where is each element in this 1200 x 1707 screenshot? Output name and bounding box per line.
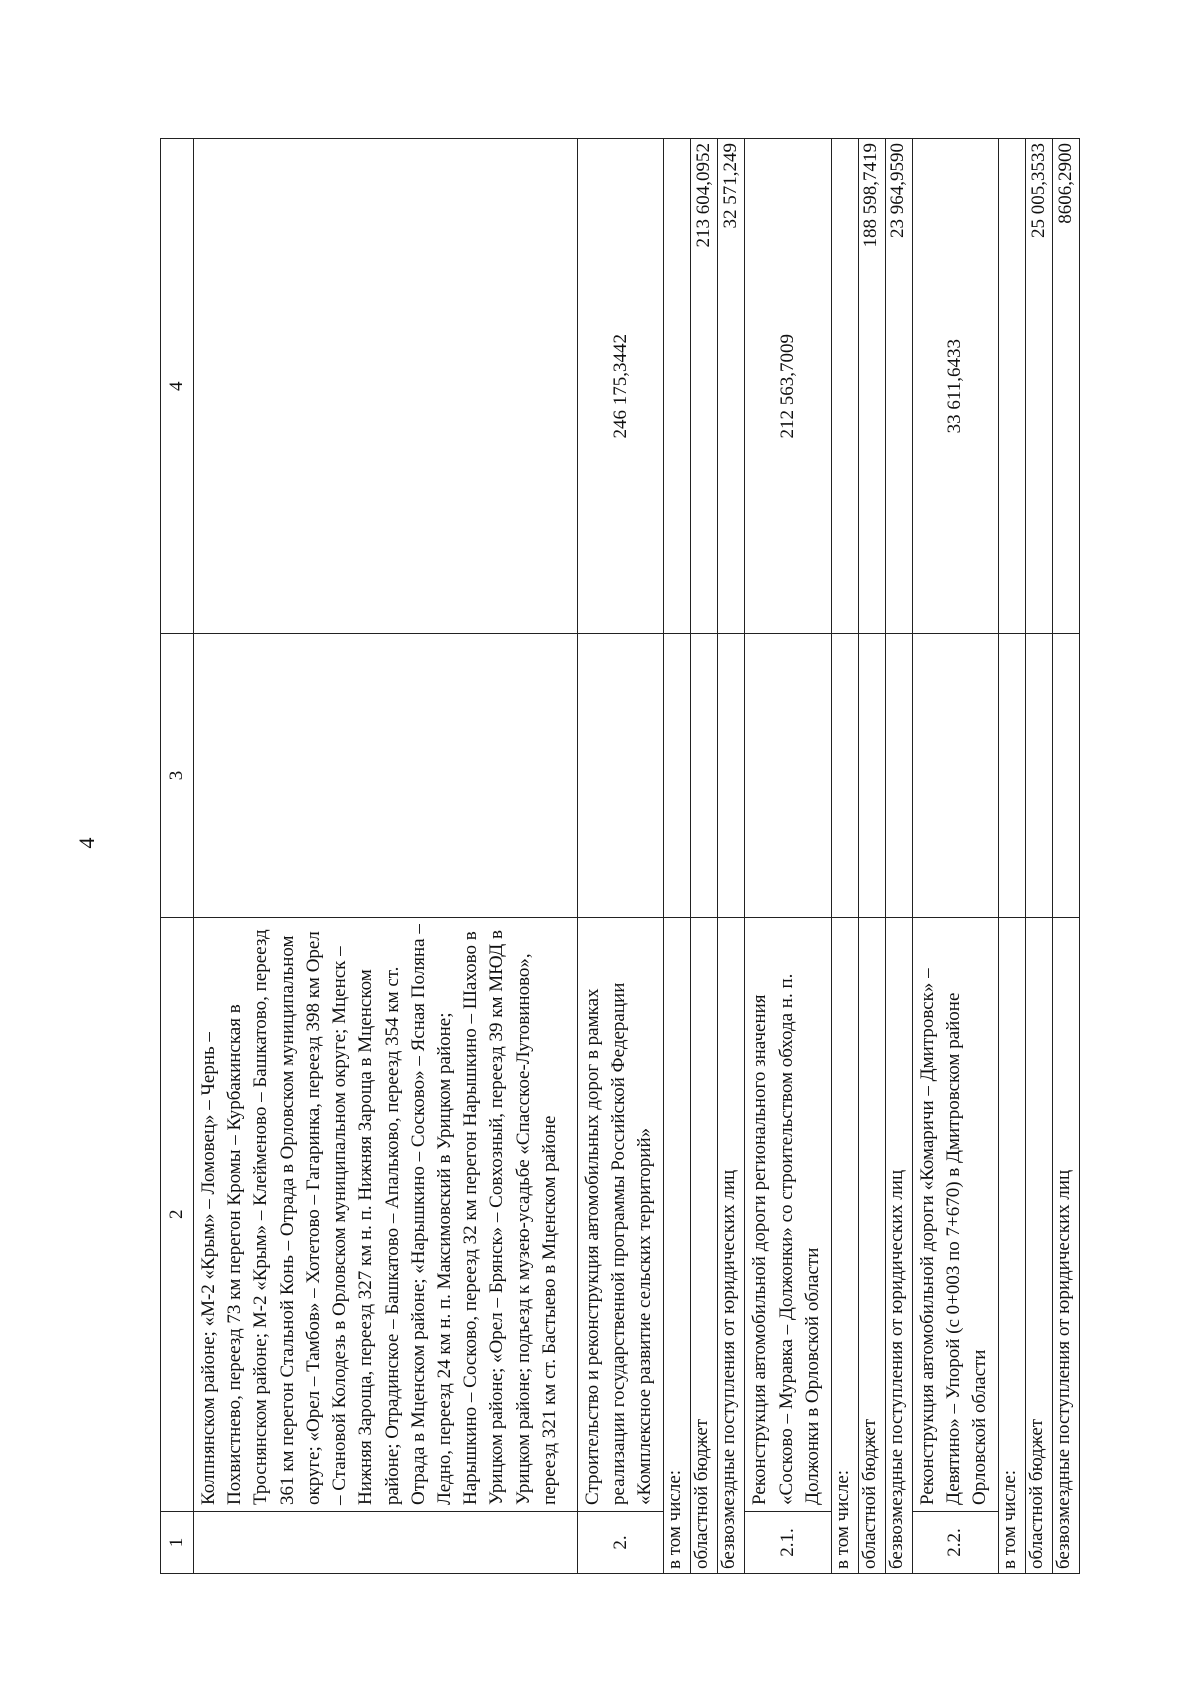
row-2-incl-label: в том числе: <box>664 917 691 1573</box>
row-2-1-incl-label: в том числе: <box>831 917 858 1573</box>
header-col-4: 4 <box>161 139 194 634</box>
row-2-regional-amount: 213 604,0952 <box>691 139 718 634</box>
row-2-1-text: Реконструкция автомобильной дороги регионального значения «Сосково – Муравка – Должонки» со строительством обхода н. п. Должонки в Орловской области <box>745 917 831 1511</box>
row-2-regional-col3 <box>691 634 718 917</box>
row-2-2-gratuitous <box>1053 139 1080 1574</box>
row-2-gratuitous-label: безвозмездные поступления от юридических лиц <box>718 917 745 1573</box>
row-2-1-regional-amount: 188 598,7419 <box>858 139 885 634</box>
row-2-1-incl <box>831 139 858 1574</box>
row-2-incl <box>664 139 691 1574</box>
row-2-2-incl-col4 <box>999 139 1026 634</box>
row-2-amount: 246 175,3442 <box>577 139 663 634</box>
row-2-gratuitous <box>718 139 745 1574</box>
row-2-2-regional <box>1026 139 1053 1574</box>
row-2-2-amount: 33 611,6433 <box>912 139 998 634</box>
row-2-2-gratuitous-col3 <box>1053 634 1080 917</box>
continuation-row <box>194 139 578 1574</box>
row-2-2-col3 <box>912 634 998 917</box>
page-number: 4 <box>74 837 99 849</box>
row-2-1-gratuitous <box>885 139 912 1574</box>
continuation-text: Колпнянском районе; «М-2 «Крым» – Ломовец» – Чернь – Похвистнево, переезд 73 км перегон Кромы – Курбакинская в Троснянском районе; М-2 «Крым» – Клейменово – Башкатово, переезд 361 км перегон Стальной Конь – Отрада в Орловском муниципальном округе; «Орел – Тамбов» – Хотетово – Гагаринка, переезд 398 км Орел – Становой Колодезь в Орловском муниципальном округе; Мценск – Нижняя Зароща, переезд 327 км н. п. Нижняя Зароща в Мценском районе; Отрадинское – Башкатово – Апальково, переезд 354 км ст. Отрада в Мценском районе; «Нарышкино – Сосково» – Ясная Поляна – Ледно, переезд 24 км н. п. Максимовский в Урицком районе; Нарышкино – Сосково, переезд 32 км перегон Нарышкино – Шахово в Урицком районе; «Орел – Брянск» – Совхозный, переезд 39 км МЮД в Урицком районе; подъезд к музею-усадьбе «Спасское-Лутовиново», переезд 321 км ст. Бастыево в Мценском районе <box>194 917 578 1511</box>
row-2-2-gratuitous-amount: 8606,2900 <box>1053 139 1080 634</box>
row-2-2-incl-col3 <box>999 634 1026 917</box>
row-2-regional <box>691 139 718 1574</box>
row-2-2-num: 2.2. <box>912 1511 998 1573</box>
header-row <box>161 139 194 1574</box>
row-2-col3 <box>577 634 663 917</box>
row-2-text: Строительство и реконструкция автомобильных дорог в рамках реализации государственной программы Российской Федерации «Комплексное развитие сельских территорий» <box>577 917 663 1511</box>
row-2-1-regional-label: областной бюджет <box>858 917 885 1573</box>
row-2-1-gratuitous-col3 <box>885 634 912 917</box>
row-2-gratuitous-amount: 32 571,249 <box>718 139 745 634</box>
row-2-1-regional-col3 <box>858 634 885 917</box>
row-2-2-regional-col3 <box>1026 634 1053 917</box>
continuation-col3 <box>194 634 578 917</box>
row-2-1-col3 <box>745 634 831 917</box>
row-2-gratuitous-col3 <box>718 634 745 917</box>
row-2-1-gratuitous-amount: 23 964,9590 <box>885 139 912 634</box>
financing-table <box>160 138 1080 1574</box>
row-2-1-incl-col3 <box>831 634 858 917</box>
row-2-incl-col3 <box>664 634 691 917</box>
rotated-table-page <box>160 138 1080 1574</box>
row-2-2-incl-label: в том числе: <box>999 917 1026 1573</box>
row-2-2-incl <box>999 139 1026 1574</box>
continuation-amount <box>194 139 578 634</box>
row-2-1-incl-col4 <box>831 139 858 634</box>
row-2 <box>577 139 663 1574</box>
row-2-2-gratuitous-label: безвозмездные поступления от юридических лиц <box>1053 917 1080 1573</box>
row-2-2-regional-amount: 25 005,3533 <box>1026 139 1053 634</box>
row-2-2-text: Реконструкция автомобильной дороги «Комаричи – Дмитровск» – Девятино» – Упорой (с 0+003 по 7+670) в Дмитровском районе Орловской области <box>912 917 998 1511</box>
row-2-num: 2. <box>577 1511 663 1573</box>
continuation-num <box>194 1511 578 1573</box>
row-2-1-regional <box>858 139 885 1574</box>
header-col-3: 3 <box>161 634 194 917</box>
row-2-1-amount: 212 563,7009 <box>745 139 831 634</box>
header-col-2: 2 <box>161 917 194 1511</box>
row-2-regional-label: областной бюджет <box>691 917 718 1573</box>
header-col-1: 1 <box>161 1511 194 1573</box>
row-2-1-num: 2.1. <box>745 1511 831 1573</box>
row-2-incl-col4 <box>664 139 691 634</box>
row-2-1-gratuitous-label: безвозмездные поступления от юридических лиц <box>885 917 912 1573</box>
row-2-2-regional-label: областной бюджет <box>1026 917 1053 1573</box>
row-2-1 <box>745 139 831 1574</box>
row-2-2 <box>912 139 998 1574</box>
